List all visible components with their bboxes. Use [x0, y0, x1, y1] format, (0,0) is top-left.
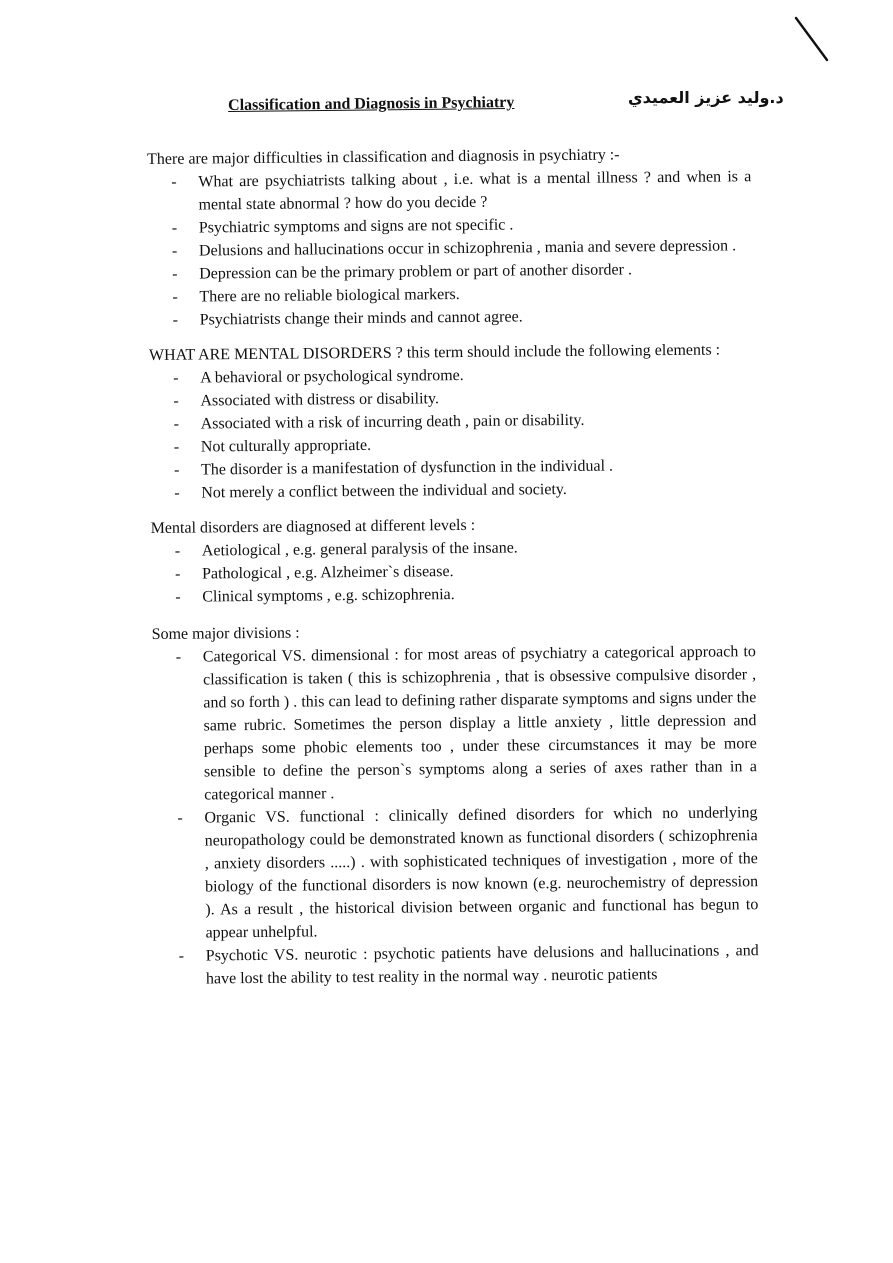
dash-bullet: -: [174, 484, 180, 502]
list-item-text: Psychotic VS. neurotic : psychotic patients have delusions and hallucinations , and have lost the ability to test reality in the normal way . neurotic patients: [205, 942, 759, 988]
list-item-text: Depression can be the primary problem or part of another disorder .: [199, 261, 633, 283]
dash-bullet: -: [175, 648, 182, 666]
list-item-text: Psychiatrists change their minds and cannot agree.: [199, 308, 523, 329]
list-item-text: Associated with a risk of incurring death , pain or disability.: [200, 411, 585, 433]
document-title: Classification and Diagnosis in Psychiatry: [228, 94, 515, 114]
dash-bullet: -: [171, 173, 177, 191]
levels-list: [151, 534, 756, 609]
list-item-text: Not culturally appropriate.: [200, 436, 372, 456]
list-item-text: Psychiatric symptoms and signs are not specific .: [198, 216, 514, 237]
mental-disorders-heading: WHAT ARE MENTAL DISORDERS ? this term should include the following elements :: [148, 341, 721, 364]
dash-bullet: -: [177, 809, 183, 827]
pen-stroke-mark: [792, 14, 832, 64]
dash-bullet: -: [175, 588, 181, 606]
dash-bullet: -: [174, 542, 181, 560]
list-item-text: Organic VS. functional : clinically defined disorders for which no underlying neuropathology could be demonstrated known as functional disorders ( schizophrenia , anxiety disorders .....) . with sophisticated techniques of investigation , more of the biology of the functional disorders is now known (e.g. neurochemistry of depression ). As a result , the historical division between organic and functional has begun to appear unhelpful.: [204, 804, 759, 942]
list-item-text: Pathological , e.g. Alzheimer`s disease.: [202, 563, 454, 583]
dash-bullet: -: [172, 311, 179, 329]
list-item: [147, 165, 751, 217]
list-item: [155, 939, 759, 991]
list-item-text: A behavioral or psychological syndrome.: [200, 366, 464, 387]
dash-bullet: -: [173, 415, 180, 433]
list-item: [153, 801, 758, 945]
list-item: [149, 303, 753, 332]
dash-bullet: -: [171, 242, 178, 260]
dash-bullet: -: [178, 947, 185, 965]
intro-paragraph: There are major difficulties in classification and diagnosis in psychiatry :-: [147, 146, 620, 168]
author-name: د.وليد عزيز العميدي: [628, 88, 784, 107]
dash-bullet: -: [173, 369, 179, 387]
list-item-text: What are psychiatrists talking about , i.e. what is a mental illness ? and when is a mental state abnormal ? how do you decide ?: [198, 168, 752, 214]
list-item: [152, 640, 758, 807]
elements-list: [149, 361, 754, 505]
dash-bullet: -: [173, 438, 180, 456]
list-item: [150, 476, 754, 505]
difficulties-list: [147, 165, 753, 332]
list-item-text: Categorical VS. dimensional : for most areas of psychiatry a categorical approach to classification is taken ( this is schizophrenia , that is obsessive compulsive disorder , and so forth ) . this can lead to defining rather disparate symptoms and signs under the same rubric. Sometimes the person display a little anxiety , little depression and perhaps some phobic elements too , under these circumstances it may be more sensible to define the person`s symptoms along a series of axes rather than in a categorical manner .: [202, 643, 758, 804]
document-body: [147, 142, 759, 991]
list-item-text: Not merely a conflict between the individual and society.: [201, 480, 567, 502]
dash-bullet: -: [175, 565, 181, 583]
levels-heading: Mental disorders are diagnosed at different levels :: [150, 516, 476, 537]
list-item-text: There are no reliable biological markers.: [199, 286, 460, 306]
list-item-text: Delusions and hallucinations occur in schizophrenia , mania and severe depression .: [198, 237, 737, 260]
dash-bullet: -: [172, 265, 178, 283]
dash-bullet: -: [172, 288, 178, 306]
list-item-text: Aetiological , e.g. general paralysis of the insane.: [201, 539, 518, 560]
dash-bullet: -: [174, 461, 180, 479]
divisions-heading: Some major divisions :: [151, 624, 300, 643]
list-item-text: Associated with distress or disability.: [200, 390, 440, 410]
list-item-text: The disorder is a manifestation of dysfunction in the individual .: [201, 457, 614, 479]
dash-bullet: -: [173, 392, 179, 410]
divisions-list: [152, 640, 759, 991]
dash-bullet: -: [171, 219, 178, 237]
list-item-text: Clinical symptoms , e.g. schizophrenia.: [202, 586, 455, 606]
list-item: [151, 580, 755, 609]
